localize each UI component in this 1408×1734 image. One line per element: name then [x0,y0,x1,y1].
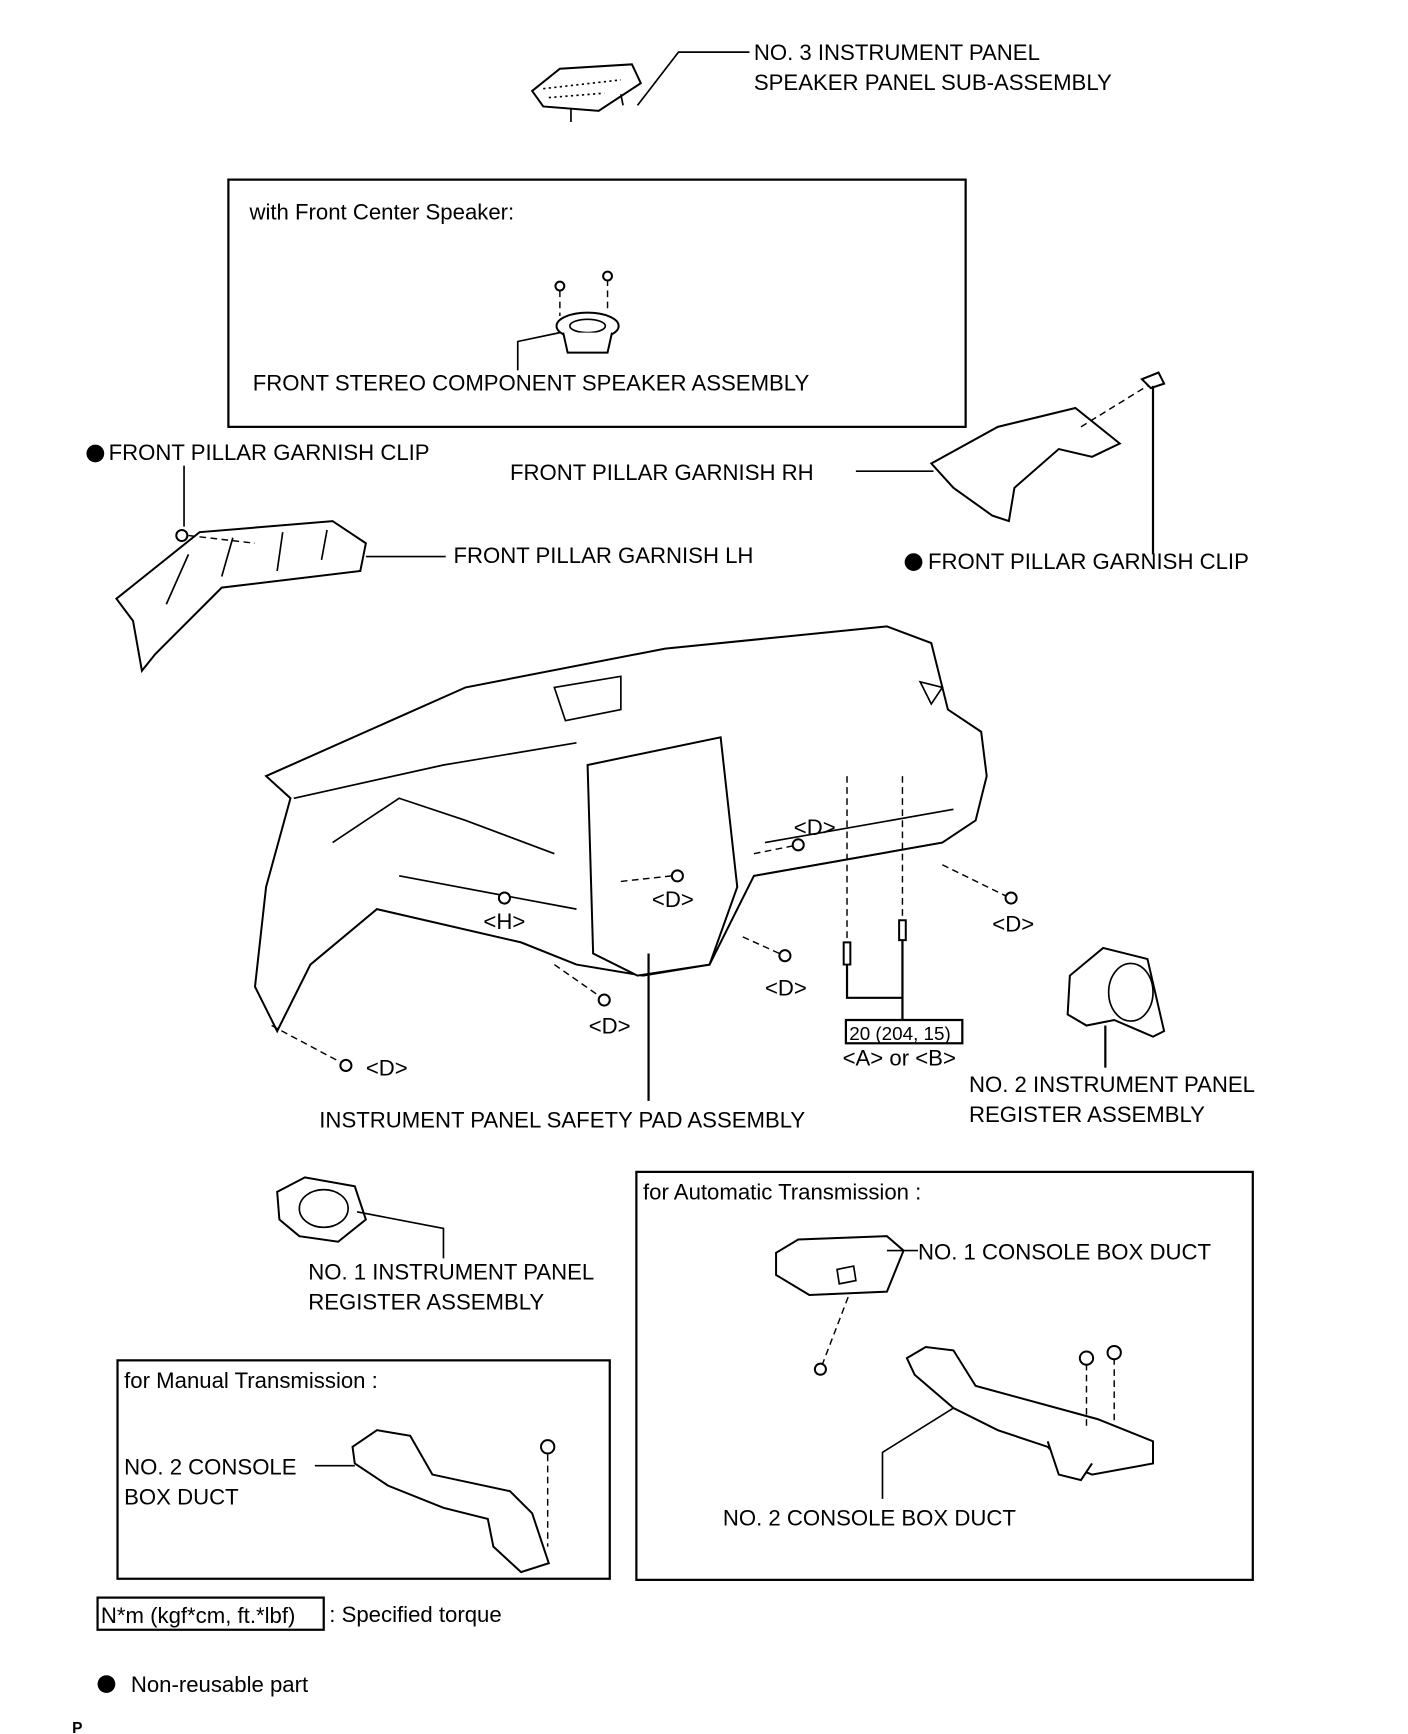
leader-line [357,1212,443,1259]
fastener-h-label: <H> [483,909,526,935]
console-duct-no2-manual-label: NO. 2 CONSOLE [124,1454,297,1480]
pillar-garnish-rh-label: FRONT PILLAR GARNISH RH [509,460,814,486]
box-title: for Automatic Transmission : [643,1179,922,1205]
console-duct-no2-auto-part [907,1346,1153,1480]
console-duct-no1-part [776,1236,903,1375]
non-reusable-marker [86,445,104,463]
speaker-part [555,272,618,353]
torque-desc: : Specified torque [329,1601,502,1627]
box-title: with Front Center Speaker: [249,199,515,225]
console-duct-no2-manual-part [353,1430,555,1572]
console-duct-no1-label: NO. 1 CONSOLE BOX DUCT [917,1239,1211,1265]
fastener-d-label: <D> [365,1055,408,1081]
torque-value: 20 (204, 15) [849,1022,951,1044]
register-no1-label: REGISTER ASSEMBLY [308,1289,545,1315]
fastener-d-label: <D> [793,814,836,840]
safety-pad-label: INSTRUMENT PANEL SAFETY PAD ASSEMBLY [319,1107,806,1133]
speaker-panel-label: NO. 3 INSTRUMENT PANEL [753,39,1040,65]
torque-variant: <A> or <B> [842,1045,956,1071]
register-no2-label: REGISTER ASSEMBLY [968,1101,1205,1127]
register-no2-label: NO. 2 INSTRUMENT PANEL [968,1072,1256,1098]
register-no1-label: NO. 1 INSTRUMENT PANEL [308,1259,595,1285]
console-duct-no2-auto-label: NO. 2 CONSOLE BOX DUCT [722,1505,1016,1531]
torque-units: N*m (kgf*cm, ft.*lbf) [100,1603,296,1629]
register-no1-part [277,1177,366,1241]
register-no2-part [1068,948,1164,1037]
speaker-panel-label: SPEAKER PANEL SUB-ASSEMBLY [753,69,1112,95]
speaker-panel-part [532,64,641,122]
pillar-clip-rh-label: FRONT PILLAR GARNISH CLIP [927,548,1249,574]
page-marker: P [72,1719,83,1734]
leader-line [518,333,560,371]
instrument-panel-part [255,626,987,1031]
front-stereo-speaker-label: FRONT STEREO COMPONENT SPEAKER ASSEMBLY [252,370,810,396]
fastener-d-label: <D> [588,1013,631,1039]
pillar-garnish-lh-part [116,521,365,671]
leader-line [637,52,749,105]
non-reusable-marker [905,553,923,571]
fastener-d-label: <D> [651,886,694,912]
leader-line [882,1408,953,1499]
box-title: for Manual Transmission : [124,1368,378,1394]
leader-line [847,940,902,1020]
non-reusable-legend-symbol [98,1675,116,1693]
fastener-d-label: <D> [764,975,807,1001]
fastener-d-label: <D> [992,911,1035,937]
pillar-garnish-lh-label: FRONT PILLAR GARNISH LH [453,543,754,569]
console-duct-no2-manual-label: BOX DUCT [124,1484,239,1510]
pillar-clip-lh-label: FRONT PILLAR GARNISH CLIP [108,440,430,466]
non-reusable-legend-label: Non-reusable part [130,1671,309,1697]
